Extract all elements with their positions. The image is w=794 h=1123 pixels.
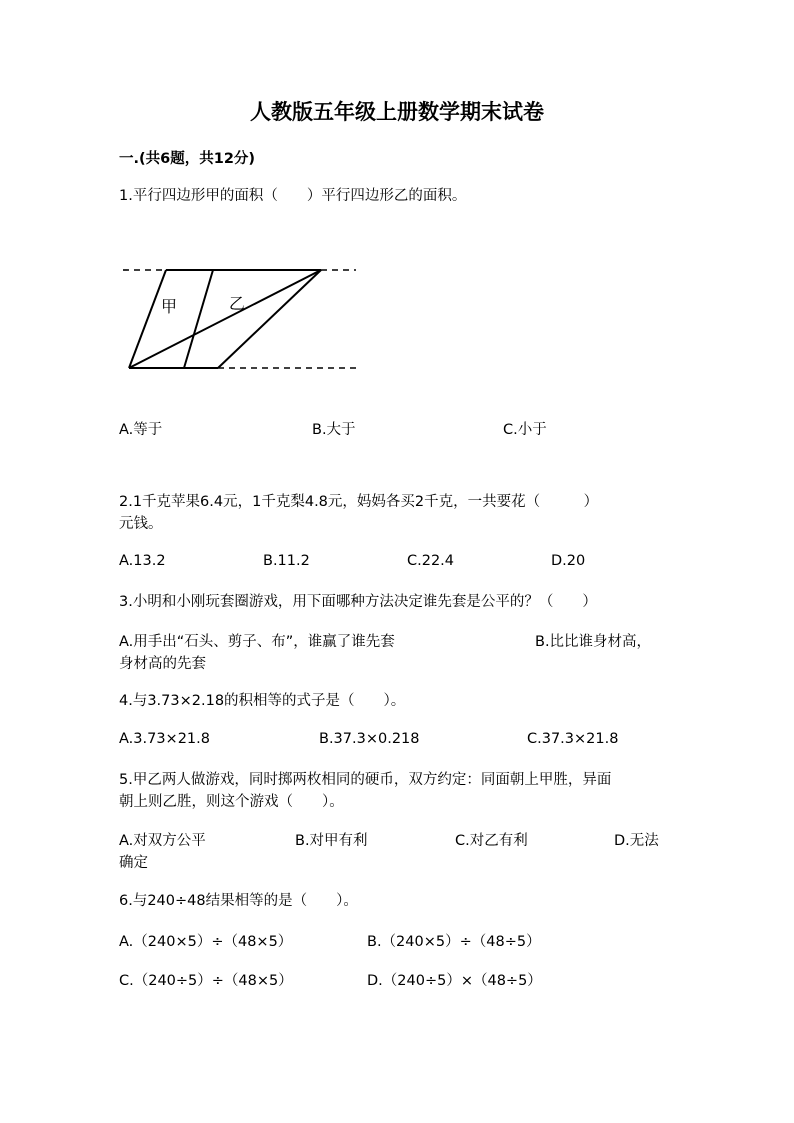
q2-option-d: D.20 [551,553,586,569]
q6-option-c: C.（240÷5）÷（48×5） [119,973,293,989]
q5-option-d: D.无法 [614,833,659,849]
q5-option-c: C.对乙有利 [455,833,528,849]
question-5-line1: 5.甲乙两人做游戏，同时掷两枚相同的硬币，双方约定：同面朝上甲胜，异面 [119,772,612,788]
q3-option-a: A.用手出“石头、剪子、布”，谁赢了谁先套 [119,634,395,650]
question-5-line2: 朝上则乙胜，则这个游戏（ ）。 [119,794,344,810]
q5-option-a: A.对双方公平 [119,833,206,849]
q1-option-c: C.小于 [503,422,547,438]
q4-option-c: C.37.3×21.8 [527,731,619,747]
question-3-text: 3.小明和小刚玩套圈游戏，用下面哪种方法决定谁先套是公平的？（ ） [119,594,597,610]
page-title: 人教版五年级上册数学期末试卷 [250,99,544,124]
question-4-text: 4.与3.73×2.18的积相等的式子是（ ）。 [119,693,406,709]
question-1-text: 1.平行四边形甲的面积（ ）平行四边形乙的面积。 [119,188,467,204]
figure-label-yi: 乙 [229,294,246,313]
q2-option-b: B.11.2 [263,553,310,569]
q5-option-b: B.对甲有利 [295,833,368,849]
question-2-line1: 2.1千克苹果6.4元，1千克梨4.8元，妈妈各买2千克，一共要花（ ） [119,494,599,510]
q5-option-d-cont: 确定 [119,855,148,871]
parallelogram-figure [120,262,360,374]
q2-option-c: C.22.4 [407,553,455,569]
q6-option-d: D.（240÷5）×（48÷5） [367,973,542,989]
q3-option-b-cont: 身材高的先套 [119,656,206,672]
figure-label-jia: 甲 [161,297,178,316]
question-2-line2: 元钱。 [119,516,163,532]
q1-option-b: B.大于 [312,422,356,438]
q6-option-a: A.（240×5）÷（48×5） [119,934,293,950]
q4-option-a: A.3.73×21.8 [119,731,210,747]
q3-option-b: B.比比谁身材高， [535,634,652,650]
q2-option-a: A.13.2 [119,553,166,569]
section-heading: 一.(共6题，共12分) [119,151,256,167]
q6-option-b: B.（240×5）÷（48÷5） [367,934,541,950]
q4-option-b: B.37.3×0.218 [319,731,420,747]
q1-option-a: A.等于 [119,422,163,438]
question-6-text: 6.与240÷48结果相等的是（ ）。 [119,893,358,909]
